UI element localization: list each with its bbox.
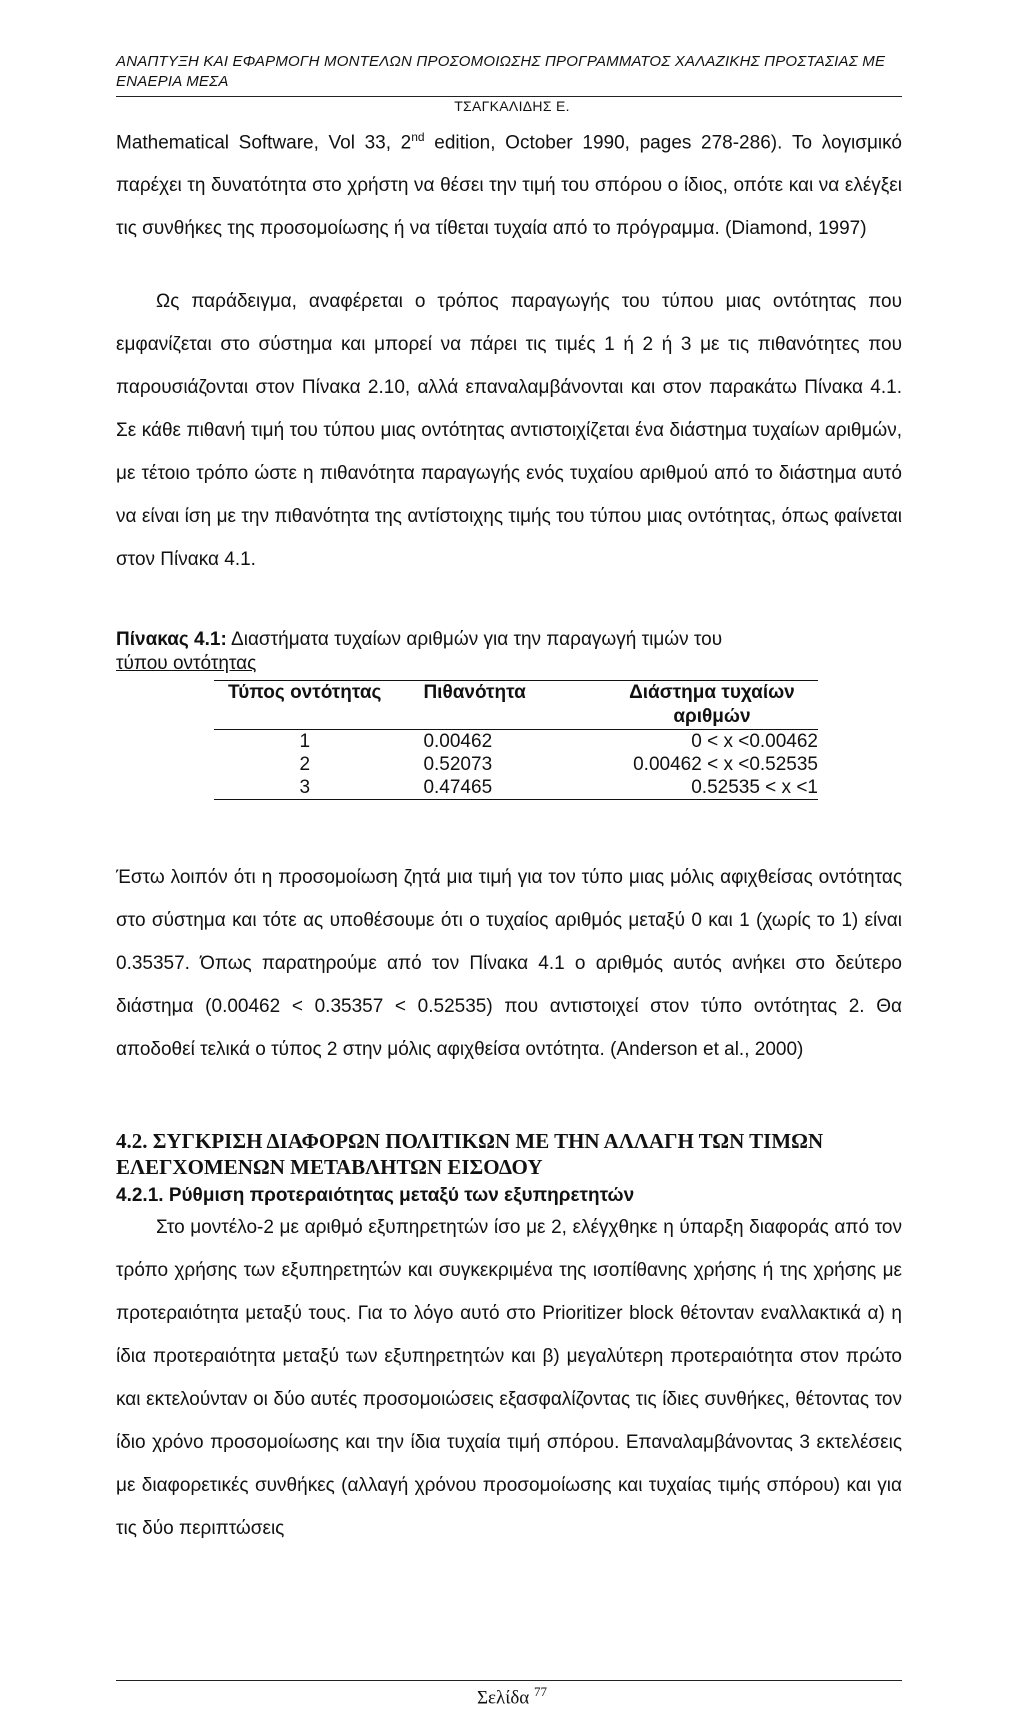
paragraph-after-table bbox=[116, 856, 902, 1071]
table-cell-probability: 0.47465 bbox=[395, 776, 605, 800]
footer-rule bbox=[116, 1680, 902, 1681]
table-cell-interval: 0 < x <0.00462 bbox=[691, 731, 818, 752]
section-heading: 4.2. ΣΥΓΚΡΙΣΗ ΔΙΑΦΟΡΩΝ ΠΟΛΙΤΙΚΩΝ ΜΕ ΤΗΝ ΑΛΛΑΓΗ ΤΩΝ ΤΙΜΩΝ ΕΛΕΓΧΟΜΕΝΩΝ ΜΕΤΑΒΛΗΤΩΝ ΕΙΣΟΔΟΥ bbox=[116, 1129, 824, 1179]
table-cell-type: 3 bbox=[214, 776, 395, 800]
table-caption bbox=[116, 628, 902, 676]
table-row bbox=[214, 753, 818, 776]
running-header-author: ΤΣΑΓΚΑΛΙΔΗΣ Ε. bbox=[454, 98, 570, 114]
table-caption-continuation: τύπου οντότητας bbox=[116, 653, 257, 674]
reference-superscript: nd bbox=[411, 130, 425, 144]
running-header-title: ΑΝΑΠΤΥΞΗ ΚΑΙ ΕΦΑΡΜΟΓΗ ΜΟΝΤΕΛΩΝ ΠΡΟΣΟΜΟΙΩΣΗΣ ΠΡΟΓΡΑΜΜΑΤΟΣ ΧΑΛΑΖΙΚΗΣ ΠΡΟΣΤΑΣΙΑΣ ΜΕ ΕΝΑΕΡΙΑ ΜΕΣΑ bbox=[116, 53, 886, 90]
subsection-heading: 4.2.1. Ρύθμιση προτεραιότητας μεταξύ των εξυπηρετητών bbox=[116, 1185, 635, 1206]
page-number: 77 bbox=[534, 1684, 548, 1699]
table-header-probability: Πιθανότητα bbox=[395, 681, 605, 730]
table-caption-text: Διαστήματα τυχαίων αριθμών για την παραγωγή τιμών του bbox=[226, 629, 723, 650]
table-cell-type: 1 bbox=[299, 731, 311, 752]
table-row bbox=[214, 730, 818, 754]
paragraph-example bbox=[116, 280, 902, 581]
table-header-type: Τύπος οντότητας bbox=[214, 681, 395, 730]
after-table-text: Έστω λοιπόν ότι η προσομοίωση ζητά μια τιμή για τον τύπο μιας μόλις αφιχθείσας οντότητας στο σύστημα και τότε ας υποθέσουμε ότι ο τυχαίος αριθμός μεταξύ 0 και 1 (χωρίς το 1) είναι 0.35357. Όπως παρατηρούμε από τον Πίνακα 4.1 ο αριθμός αυτός ανήκει στο δεύτερο διάστημα (0.00462 < 0.35357 < 0.52535) που αντιστοιχεί στον τύπο οντότητας 2. Θα αποδοθεί τελικά ο τύπος 2 στην μόλις αφιχθείσα οντότητα. (Anderson et al., 2000) bbox=[116, 867, 902, 1060]
table-cell-probability: 0.00462 bbox=[423, 731, 493, 752]
table-cell-probability: 0.52073 bbox=[423, 754, 493, 775]
table-cell-type: 2 bbox=[299, 754, 311, 775]
table-cell-interval: 0.52535 < x <1 bbox=[606, 776, 818, 800]
header-rule bbox=[116, 96, 902, 97]
table-cell-interval: 0.00462 < x <0.52535 bbox=[633, 754, 818, 775]
table-row bbox=[214, 776, 818, 800]
interval-table bbox=[214, 680, 818, 800]
section-body-text: Στο μοντέλο-2 με αριθμό εξυπηρετητών ίσο με 2, ελέγχθηκε η ύπαρξη διαφοράς από τον τρόπο χρήσης των εξυπηρετητών και συγκεκριμένα της ισοπίθανης χρήσης ή της χρήσης με προτεραιότητα μεταξύ τους. Για το λόγο αυτό στο Prioritizer block θέτονταν εναλλακτικά α) η ίδια προτεραιότητα μεταξύ των εξυπηρετητών και β) μεγαλύτερη προτεραιότητα στον πρώτο και εκτελούνταν οι δύο αυτές προσομοιώσεις εξασφαλίζοντας τις ίδιες συνθήκες, θέτοντας τον ίδιο χρόνο προσομοίωσης και την ίδια τυχαία τιμή σπόρου. Επαναλαμβάνοντας 3 εκτελέσεις με διαφορετικές συνθήκες (αλλαγή χρόνου προσομοίωσης και τυχαίας τιμής σπόρου) και για τις δύο περιπτώσεις bbox=[116, 1217, 902, 1539]
page-footer bbox=[0, 1684, 1024, 1709]
example-text: Ως παράδειγμα, αναφέρεται ο τρόπος παραγωγής του τύπου μιας οντότητας που εμφανίζεται στο σύστημα και μπορεί να πάρει τις τιμές 1 ή 2 ή 3 με τις πιθανότητες που παρουσιάζονται στον Πίνακα 2.10, αλλά επαναλαμβάνονται και στον παρακάτω Πίνακα 4.1. Σε κάθε πιθανή τιμή του τύπου μιας οντότητας αντιστοιχίζεται ένα διάστημα τυχαίων αριθμών, με τέτοιο τρόπο ώστε η πιθανότητα παραγωγής ενός τυχαίου αριθμού από το διάστημα αυτό να είναι ίση με την πιθανότητα της αντίστοιχης τιμής του τύπου μιας οντότητας, όπως φαίνεται στον Πίνακα 4.1. bbox=[116, 291, 902, 570]
table-caption-label: Πίνακας 4.1: bbox=[116, 629, 227, 650]
table-header-interval: Διάστημα τυχαίων αριθμών bbox=[606, 681, 818, 730]
footer-label: Σελίδα bbox=[476, 1687, 530, 1709]
reference-text-b: edition, October 1990, pages 278-286). Το λογισμικό παρέχει τη δυνατότητα στο χρήστη να θέσει την τιμή του σπόρου ο ίδιος, οπότε και να ελέγξει τις συνθήκες της προσομοίωσης ή να τίθεται τυχαία από το πρόγραμμα. (Diamond, 1997) bbox=[116, 132, 902, 240]
paragraph-reference bbox=[116, 116, 902, 250]
table-header-row bbox=[214, 681, 818, 730]
reference-text-a: Mathematical Software, Vol 33, 2 bbox=[116, 132, 412, 154]
paragraph-section-body bbox=[116, 1206, 902, 1550]
